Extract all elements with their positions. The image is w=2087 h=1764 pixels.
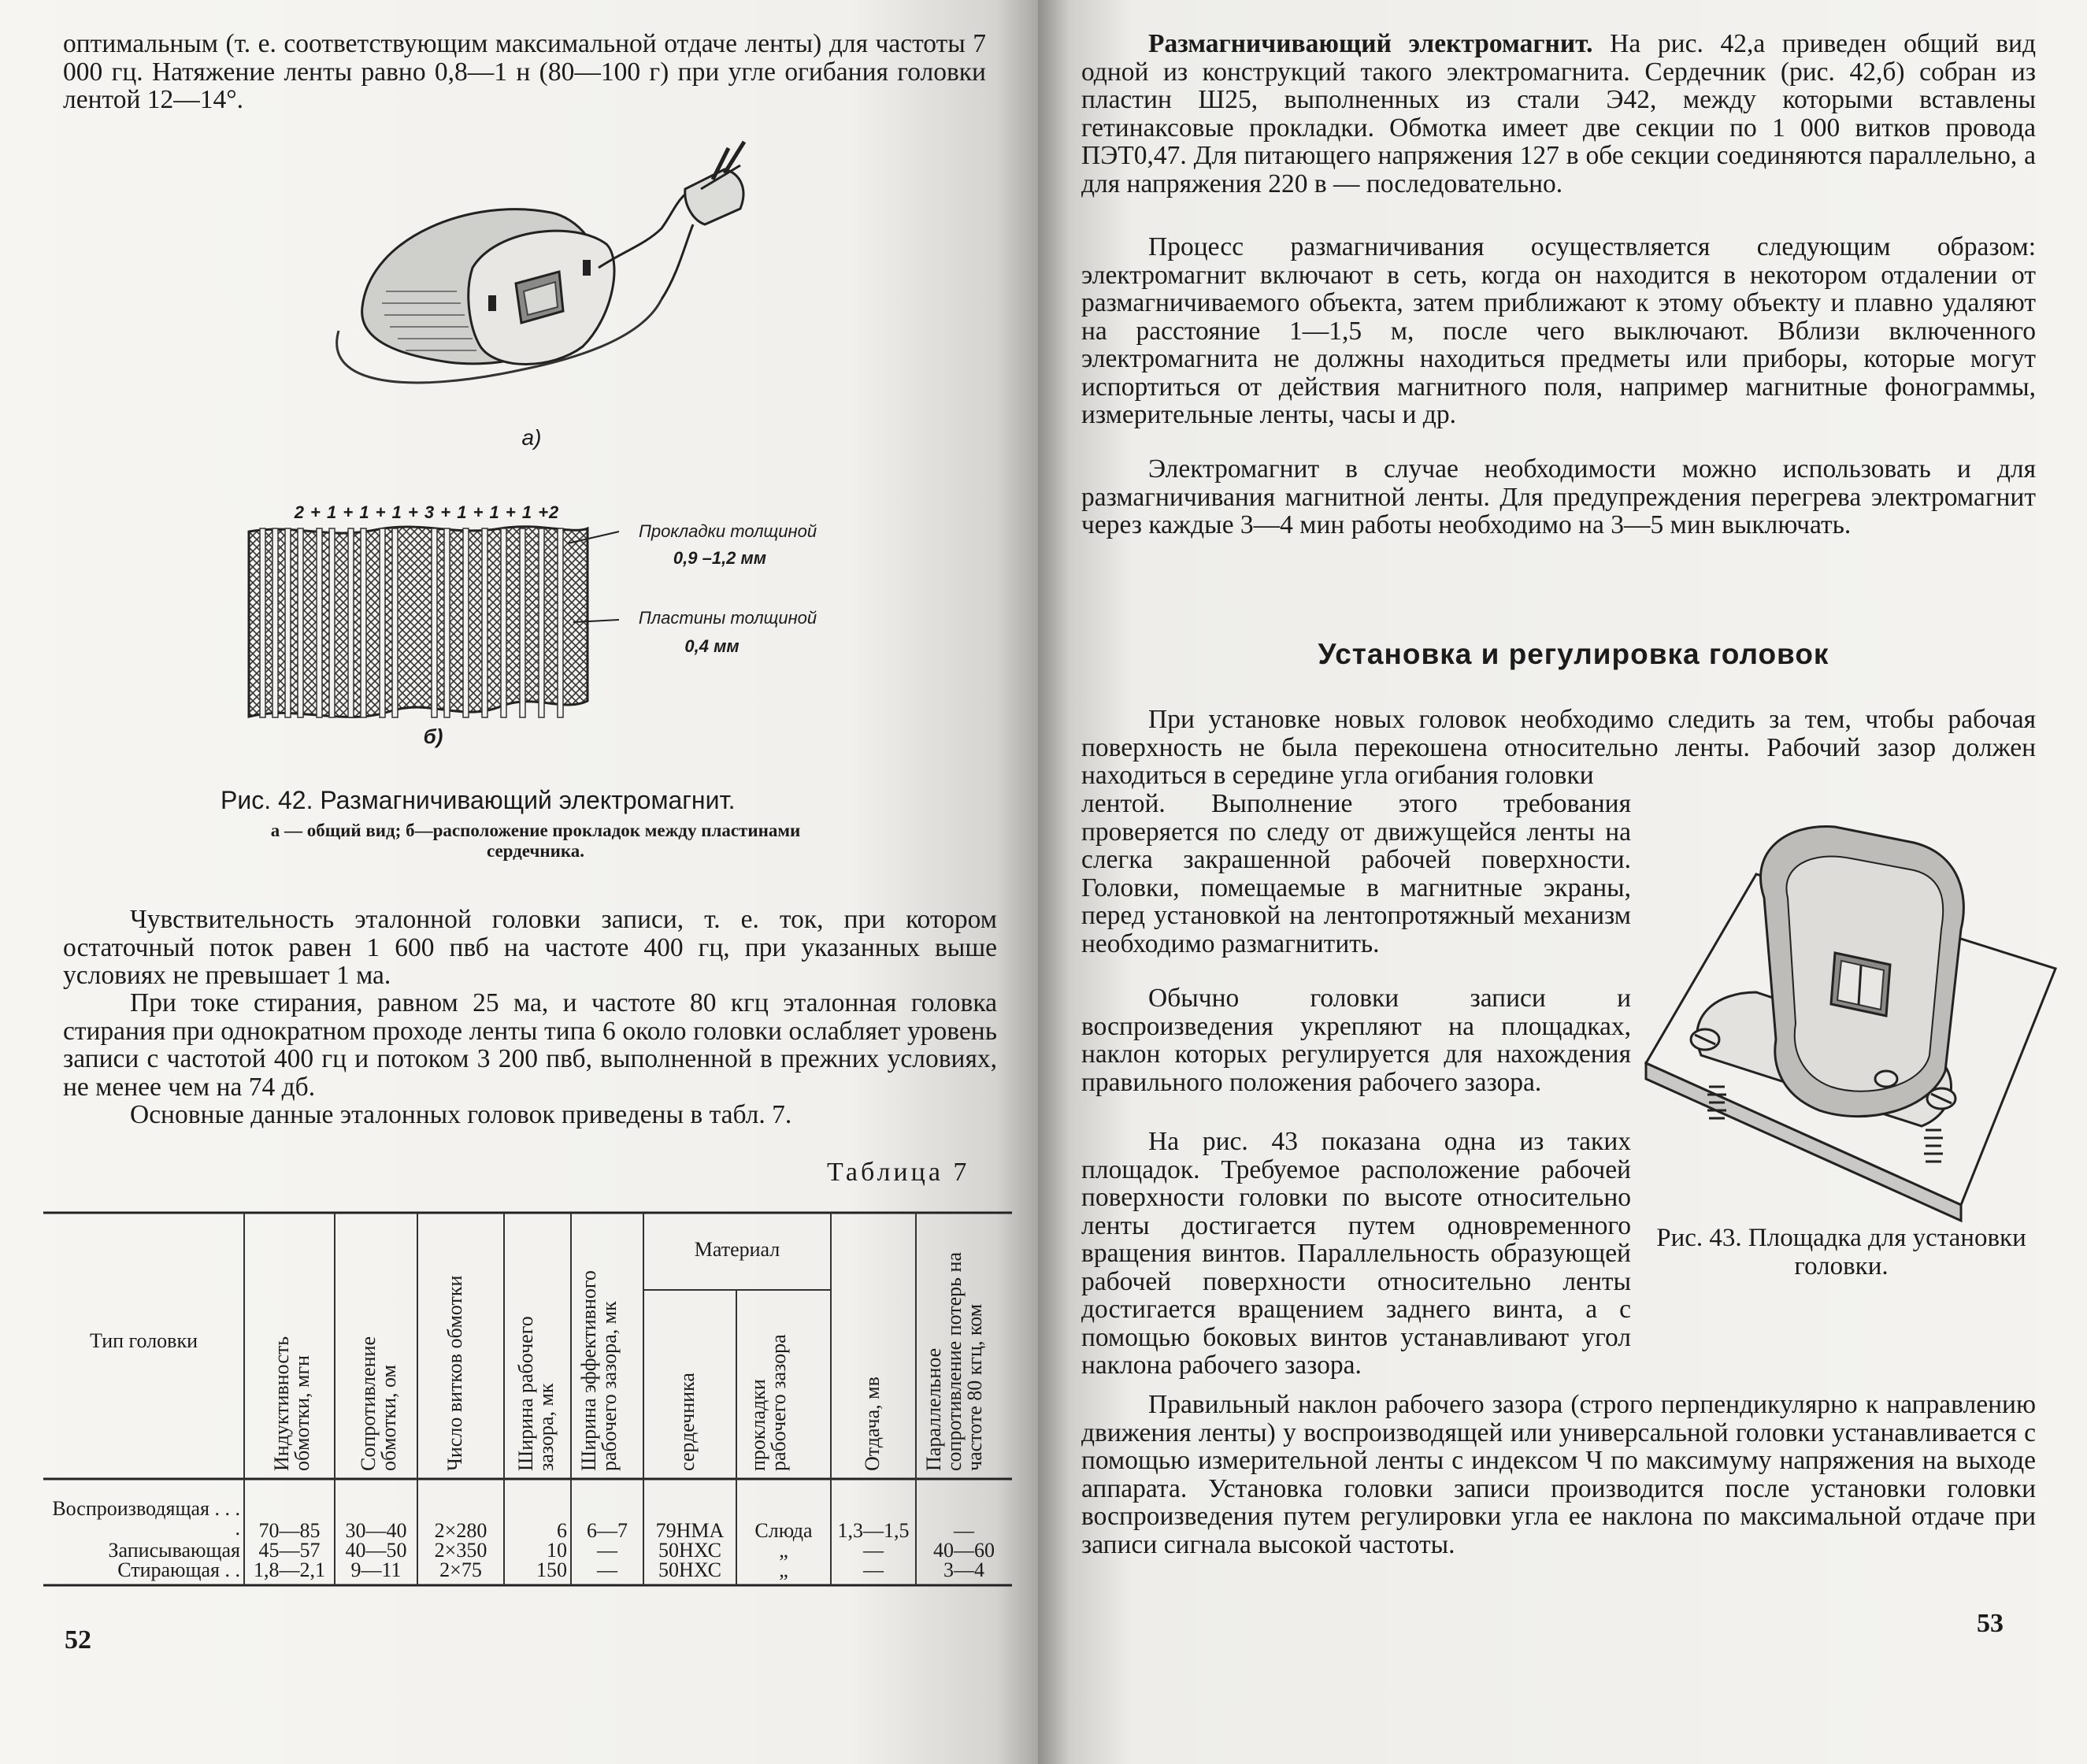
table-cell-spacer-2: „ [779,1539,788,1562]
table-header-inductance: Индуктивность обмотки, мгн [270,1336,313,1471]
table-row2-type: Записывающая [108,1539,240,1562]
table-cell-gap-3: 150 [536,1558,567,1581]
table-cell-parallel-3: 3—4 [943,1558,984,1581]
table-header-parallel: Параллельное сопротивление потерь на частоте 80 кгц, ком [922,1252,986,1471]
table-cell-gap-2: 10 [547,1539,567,1562]
right-paragraph-7: Правильный наклон рабочего зазора (строго перпендикулярно к направлению движения ленты) у воспроизводящей или универсальной головки устанавливается с помощью измерительной ленты с индексом Ч по максимуму напряжения на выходе аппарата. Установка головки записи производится после установки головки воспроизведения путем регулировки угла ее наклона по максимальной отдаче при записи сигнала высокой частоты. [1081,1390,2036,1559]
fig42b-callout-spacers-line2: 0,9 –1,2 мм [673,548,767,568]
fig42b-core-diagram [249,524,611,736]
table-cell-core-1: 79НМА [655,1519,725,1542]
table-cell-spacer-3: „ [779,1558,788,1581]
table-cell-resistance-1: 30—40 [345,1519,407,1542]
table-cell-turns-1: 2×280 [434,1519,487,1542]
table-row1-type: Воспроизводящая . . . . [52,1497,240,1540]
table-cell-effgap-1: 6—7 [587,1519,628,1542]
table-cell-parallel-2: 40—60 [933,1539,995,1562]
table-header-gap-width: Ширина рабочего зазора, мк [514,1316,558,1471]
page-number-right: 53 [1977,1609,2004,1638]
table-cell-output-3: — [863,1558,884,1581]
right-paragraph-3: Электромагнит в случае необходимости можно использовать и для размагничивания магнитной ленты. Для предупреждения перегрева электромагнит через каждые 3—4 мин работы необходимо на 3—5 мин выключать. [1081,454,2036,539]
left-paragraph-3: Основные данные эталонных головок приведены в табл. 7. [130,1100,792,1129]
table-row3-type: Стирающая . . [117,1558,240,1581]
table-cell-effgap-2: — [597,1539,617,1562]
section-heading: Установка и регулировка головок [1318,638,1829,670]
fig42b-callout-spacers-line1: Прокладки толщиной [638,521,817,541]
table-cell-resistance-3: 9—11 [350,1558,402,1581]
table-header-spacer: прокладки рабочего зазора [747,1334,790,1471]
table-header-output: Отдача, мв [861,1377,884,1471]
table-cell-parallel-1: — [954,1519,974,1542]
table-cell-turns-2: 2×350 [434,1539,487,1562]
table-header-material: Материал [694,1238,780,1261]
fig42a-label: а) [521,425,542,450]
right-page [1038,0,2087,1764]
fig42b-number-row: 2 + 1 + 1 + 1 + 3 + 1 + 1 + 1 +2 [294,502,560,522]
fig42b-label: б) [423,724,443,748]
left-page [0,0,1038,1764]
right-paragraph-4-full: При установке новых головок необходимо следить за тем, чтобы рабочая поверхность не была перекошена относительно ленты. Рабочий зазор должен находиться в середине угла огибания головки [1081,705,2036,790]
table-cell-output-1: 1,3—1,5 [837,1519,910,1542]
right-paragraph-5: Обычно головки записи и воспроизведения укрепляют на площадках, наклон которых регулируется для нахождения правильного положения рабочего зазора. [1081,984,1631,1097]
top-paragraph: оптимальным (т. е. соответствующим максимальной отдаче ленты) для частоты 7 000 гц. Натяжение ленты равно 0,8—1 н (80—100 г) при угле огибания головки лентой 12—14°. [63,29,986,114]
table-cell-resistance-2: 40—50 [345,1539,407,1562]
fig43-caption: Рис. 43. Площадка для установки головки. [1656,1224,2026,1280]
fig42-caption-title: Рис. 42. Размагничивающий электромагнит. [221,786,736,814]
table-header-turns: Число витков обмотки [443,1275,466,1471]
right-paragraph-4-wrap: лентой. Выполнение этого требования проверяется по следу от движущейся ленты на слегка закрашенной рабочей поверхности. Головки, помещаемые в магнитные экраны, перед установкой на лентопротяжный механизм необходимо размагнитить. [1081,789,1631,958]
fig43-head-mount-drawing [1630,811,2071,1213]
right-paragraph-2: Процесс размагничивания осуществляется следующим образом: электромагнит включают в сеть, когда он находится в некотором отдалении от размагничиваемого объекта, затем приближают к этому объекту и плавно удаляют на расстояние 1—1,5 м, после чего выключают. Вблизи включенного электромагнита не должны находиться предметы или приборы, которые могут испортиться от действия магнитного поля, например магнитные фонограммы, измерительные ленты, часы и др. [1081,232,2036,429]
table-cell-inductance-2: 45—57 [258,1539,321,1562]
table-cell-core-2: 50НХС [658,1539,721,1562]
table-cell-spacer-1: Слюда [754,1519,813,1542]
table-header-type: Тип головки [89,1329,198,1352]
table-cell-gap-1: 6 [557,1519,567,1542]
right-paragraph-1-lead: Размагничивающий электромагнит. [1148,29,1593,58]
table-header-resistance: Сопротивление обмотки, ом [357,1336,400,1471]
fig42a-demagnetizer-drawing [315,134,756,433]
table-7 [43,1211,1012,1589]
table-label: Таблица 7 [827,1158,970,1187]
fig42-caption-sub: а — общий вид; б—расположение прокладок между пластинами сердечника. [270,821,801,861]
left-paragraph-1: Чувствительность эталонной головки записи, т. е. ток, при котором остаточный поток равен 1 600 пвб на частоте 400 гц, при указанных выше условиях не превышает 1 ма. [63,905,997,990]
table-cell-turns-3: 2×75 [439,1558,482,1581]
table-cell-output-2: — [863,1539,884,1562]
left-paragraph-2: При токе стирания, равном 25 ма, и частоте 80 кгц эталонная головка стирания при однократном проходе ленты типа 6 около головки ослабляет уровень записи с частотой 400 гц и потоком 3 200 пвб, выполненной в прежних условиях, не менее чем на 74 дб. [63,988,997,1102]
right-paragraph-6: На рис. 43 показана одна из таких площадок. Требуемое расположение рабочей поверхности головки по высоте относительно ленты достигается путем одновременного вращения винтов. Параллельность образующей рабочей поверхности относительно ленты достигается вращением заднего винта, а с помощью боковых винтов устанавливают угол наклона рабочего зазора. [1081,1127,1631,1380]
table-cell-effgap-3: — [597,1558,617,1581]
table-cell-inductance-3: 1,8—2,1 [254,1558,325,1581]
table-cell-core-3: 50НХС [658,1558,721,1581]
fig42b-callout-plates-line1: Пластины толщиной [638,608,817,628]
table-header-core: сердечника [676,1373,699,1471]
fig42b-callout-plates-line2: 0,4 мм [684,636,740,656]
table-header-eff-gap: Ширина эффективного рабочего зазора, мк [577,1270,621,1471]
table-cell-inductance-1: 70—85 [258,1519,321,1542]
page-number-left: 52 [65,1625,91,1655]
right-paragraph-1 [1081,30,2036,198]
right-paragraph-1-text: На рис. 42,а приведен общий вид одной из конструкций такого электромагнита. Сердечник (рис. 42,б) собран из пластин Ш25, выполненных из стали Э42, между которыми вставлены гетинаксовые прокладки. Обмотка имеет две секции по 1 000 витков провода ПЭТ0,47. Для питающего напряжения 127 в обе секции соединяются параллельно, а для напряжения 220 в — последовательно. [1081,29,2036,198]
